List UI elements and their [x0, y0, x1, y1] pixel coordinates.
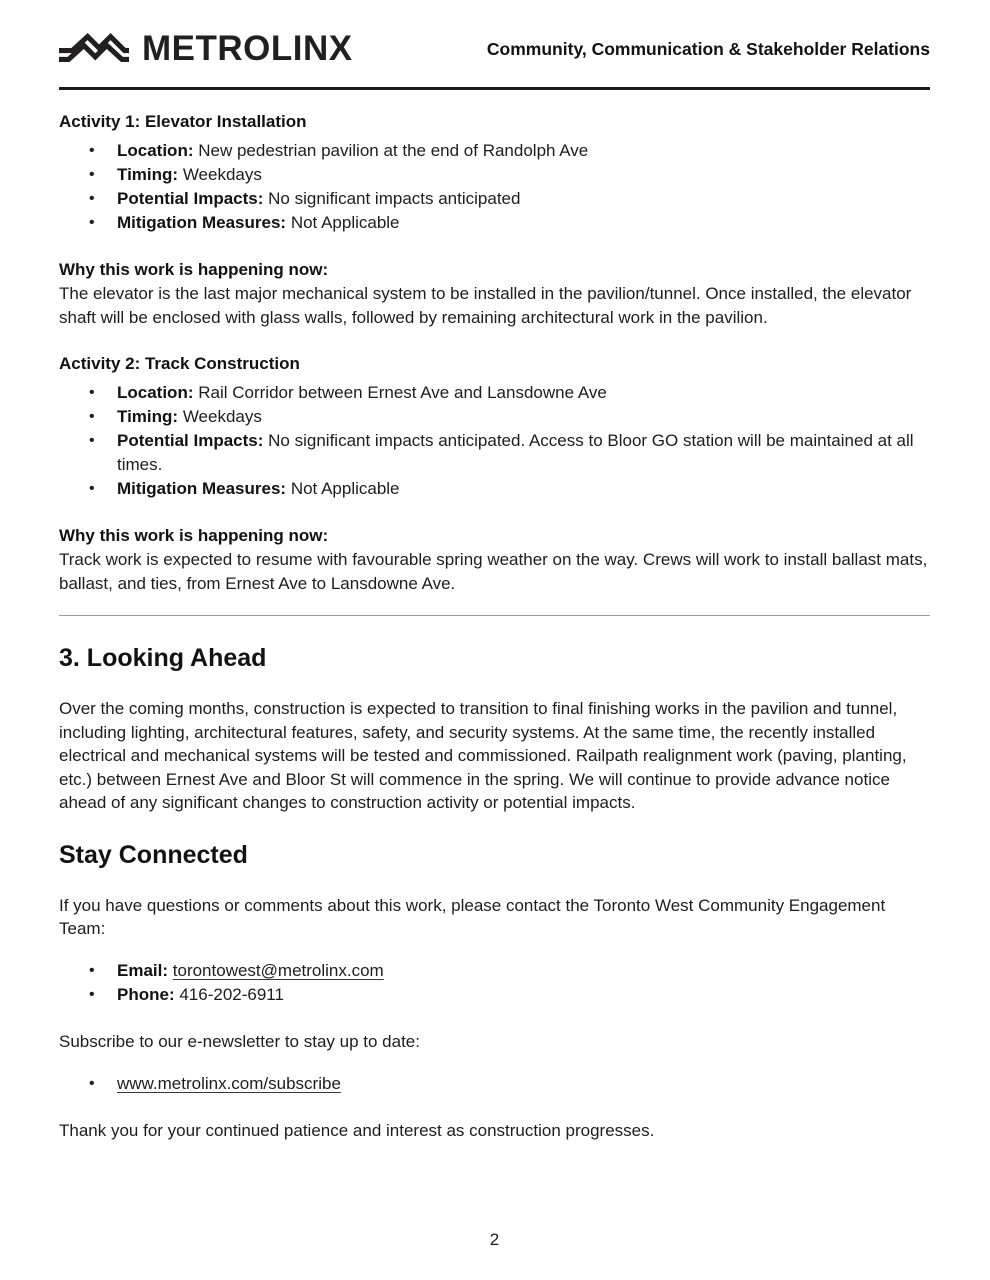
activity2-why-title: Why this work is happening now:	[59, 526, 329, 545]
list-item	[59, 1072, 930, 1096]
subscribe-list	[59, 1072, 930, 1096]
list-item	[59, 959, 930, 983]
phone-number: 416-202-6911	[179, 984, 284, 1004]
stay-connected-title: Stay Connected	[59, 840, 248, 869]
looking-ahead-title: 3. Looking Ahead	[59, 644, 267, 672]
bullet-icon: •	[89, 408, 95, 425]
activity2-bullet-list	[59, 381, 930, 501]
activity1-title: Activity 1: Elevator Installation	[59, 112, 307, 131]
list-item	[59, 983, 930, 1007]
bullet-label: Potential Impacts:	[117, 431, 264, 450]
email-link[interactable]: torontowest@metrolinx.com	[172, 960, 384, 980]
bullet-text: Not Applicable	[290, 479, 400, 498]
subscribe-link[interactable]: www.metrolinx.com/subscribe	[117, 1074, 341, 1093]
bullet-label: Location:	[117, 383, 194, 402]
bullet-label: Location:	[117, 141, 194, 160]
activity2-why-text: Track work is expected to resume with favourable spring weather on the way. Crews will work to install ballast mats, ballast, and ties, from Ernest Ave to Lansdowne Ave.	[59, 550, 928, 593]
bullet-text: No significant impacts anticipated. Access to Bloor GO station will be maintained at all times.	[117, 431, 914, 474]
list-item	[59, 405, 930, 429]
list-item	[59, 163, 930, 187]
stay-connected-intro: If you have questions or comments about this work, please contact the Toronto West Community Engagement Team:	[59, 895, 886, 938]
contact-label: Email:	[117, 960, 169, 980]
logo-wordmark: METROLINX	[142, 28, 353, 68]
metrolinx-logo	[59, 30, 353, 66]
bullet-text: No significant impacts anticipated	[268, 189, 521, 208]
list-item	[59, 381, 930, 405]
activity1-why-text: The elevator is the last major mechanical system to be installed in the pavilion/tunnel. Once installed, the elevator shaft will be enclosed with glass walls, followed by remaining architectural work in the pavilion.	[59, 284, 912, 327]
activity1-bullet-list	[59, 139, 930, 235]
bullet-text: Not Applicable	[290, 213, 400, 232]
bullet-text: Weekdays	[182, 165, 262, 184]
list-item	[59, 187, 930, 211]
looking-ahead-text: Over the coming months, construction is expected to transition to final finishing works in the pavilion and tunnel, including lighting, architectural features, safety, and security systems. At the same time, the recently installed electrical and mechanical systems will be tested and commissioned. Railpath realignment work (paving, planting, etc.) between Ernest Ave and Bloor St will commence in the spring. We will continue to provide advance notice ahead of any significant changes to construction activity or potential impacts.	[59, 699, 907, 812]
bullet-icon: •	[89, 961, 95, 979]
activity2-title: Activity 2: Track Construction	[59, 354, 300, 373]
bullet-label: Timing:	[117, 407, 179, 426]
bullet-icon: •	[89, 214, 95, 231]
list-item	[59, 477, 930, 501]
bullet-icon: •	[89, 432, 95, 449]
bullet-text: Rail Corridor between Ernest Ave and Lansdowne Ave	[198, 383, 607, 402]
bullet-label: Mitigation Measures:	[117, 213, 287, 232]
bullet-icon: •	[89, 480, 95, 497]
department-title: Community, Communication & Stakeholder Relations	[486, 38, 930, 59]
bullet-label: Potential Impacts:	[117, 189, 264, 208]
bullet-label: Mitigation Measures:	[117, 479, 287, 498]
section-divider	[59, 615, 930, 616]
thanks-text: Thank you for your continued patience and interest as construction progresses.	[59, 1121, 655, 1140]
header-rule	[59, 87, 930, 90]
bullet-label: Timing:	[117, 165, 179, 184]
list-item	[59, 139, 930, 163]
bullet-icon: •	[89, 384, 95, 401]
bullet-icon: •	[89, 142, 95, 159]
list-item	[59, 211, 930, 235]
bullet-icon: •	[89, 166, 95, 183]
page-number: 2	[489, 1230, 500, 1249]
bullet-icon: •	[89, 985, 95, 1003]
bullet-text: Weekdays	[182, 407, 262, 426]
page-header	[59, 30, 930, 66]
metrolinx-zigzag-icon	[59, 30, 129, 66]
bullet-icon: •	[89, 190, 95, 207]
list-item	[59, 429, 930, 477]
contact-label: Phone:	[117, 984, 175, 1004]
subscribe-text: Subscribe to our e-newsletter to stay up to date:	[59, 1031, 420, 1051]
bullet-text: New pedestrian pavilion at the end of Randolph Ave	[198, 141, 589, 160]
contact-list	[59, 959, 930, 1007]
bullet-icon: •	[89, 1075, 95, 1092]
activity1-why-title: Why this work is happening now:	[59, 260, 329, 279]
